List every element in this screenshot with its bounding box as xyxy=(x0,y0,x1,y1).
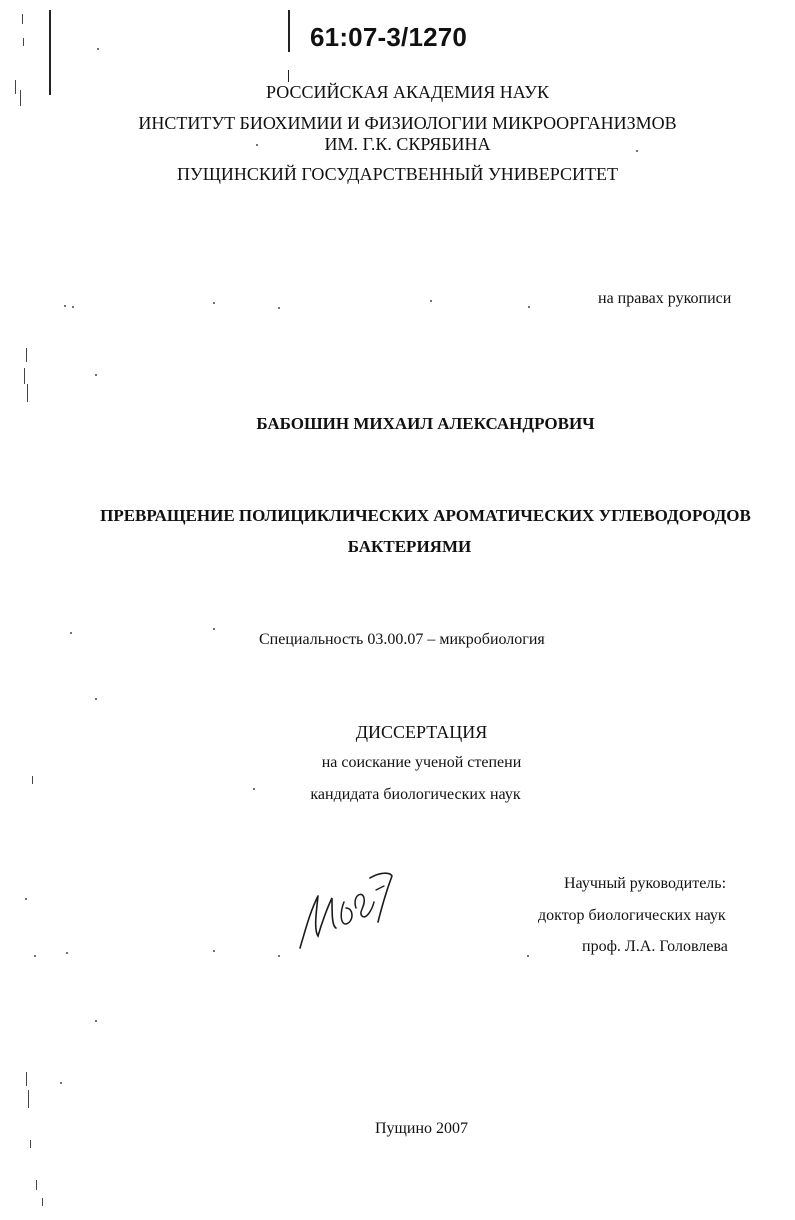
scan-speck xyxy=(60,1082,62,1084)
dissertation-title-line1: ПРЕВРАЩЕНИЕ ПОЛИЦИКЛИЧЕСКИХ АРОМАТИЧЕСКИХ УГЛЕВОДОРОДОВ xyxy=(100,506,751,525)
scan-speck xyxy=(213,302,215,304)
scan-speck xyxy=(64,305,66,307)
stamp-rule xyxy=(288,10,290,52)
scan-mark xyxy=(27,384,28,402)
scan-mark xyxy=(30,1140,31,1148)
scan-mark xyxy=(26,1072,27,1086)
scan-speck xyxy=(95,698,97,700)
scan-speck xyxy=(34,955,36,957)
scan-mark xyxy=(26,348,27,362)
scan-mark xyxy=(22,14,23,24)
dissertation-title-line2: БАКТЕРИЯМИ xyxy=(347,537,472,556)
scan-mark xyxy=(42,1198,43,1206)
header-university: ПУЩИНСКИЙ ГОСУДАРСТВЕННЫЙ УНИВЕРСИТЕТ xyxy=(177,164,618,184)
scan-speck xyxy=(430,300,432,302)
header-named-after: ИМ. Г.К. СКРЯБИНА xyxy=(324,134,491,154)
stamp-rule-tail xyxy=(288,70,289,82)
scan-speck xyxy=(95,1020,97,1022)
scan-speck xyxy=(25,898,27,900)
scan-mark xyxy=(24,368,25,384)
scan-speck xyxy=(66,952,68,954)
handwritten-signature xyxy=(292,862,402,954)
supervisor-degree: доктор биологических наук xyxy=(538,907,726,924)
supervisor-name: проф. Л.А. Головлева xyxy=(582,938,728,955)
author-name: БАБОШИН МИХАИЛ АЛЕКСАНДРОВИЧ xyxy=(256,414,595,433)
place-and-year: Пущино 2007 xyxy=(375,1120,468,1137)
scan-speck xyxy=(97,48,99,50)
scan-speck xyxy=(213,950,215,952)
scan-speck xyxy=(72,306,74,308)
specialty-line: Специальность 03.00.07 – микробиология xyxy=(259,631,545,648)
scan-speck xyxy=(95,374,97,376)
manuscript-rights-note: на правах рукописи xyxy=(598,290,732,307)
header-institute: ИНСТИТУТ БИОХИМИИ И ФИЗИОЛОГИИ МИКРООРГАНИЗМОВ xyxy=(138,113,677,133)
supervisor-label: Научный руководитель: xyxy=(564,875,727,892)
scan-speck xyxy=(527,955,529,957)
scan-mark xyxy=(23,38,24,46)
scan-speck xyxy=(213,628,215,630)
scan-mark xyxy=(36,1180,37,1190)
scan-speck xyxy=(278,955,280,957)
scan-mark xyxy=(28,1090,29,1108)
scan-speck xyxy=(528,306,530,308)
dissertation-heading: ДИССЕРТАЦИЯ xyxy=(355,722,488,742)
scan-speck xyxy=(70,632,72,634)
dissertation-degree-line1: на соискание ученой степени xyxy=(321,754,522,771)
archive-stamp: 61:07-3/1270 xyxy=(310,22,468,52)
header-academy: РОССИЙСКАЯ АКАДЕМИЯ НАУК xyxy=(266,82,549,102)
scan-speck xyxy=(278,307,280,309)
dissertation-degree-line2: кандидата биологических наук xyxy=(310,786,521,803)
scan-mark xyxy=(32,776,33,784)
